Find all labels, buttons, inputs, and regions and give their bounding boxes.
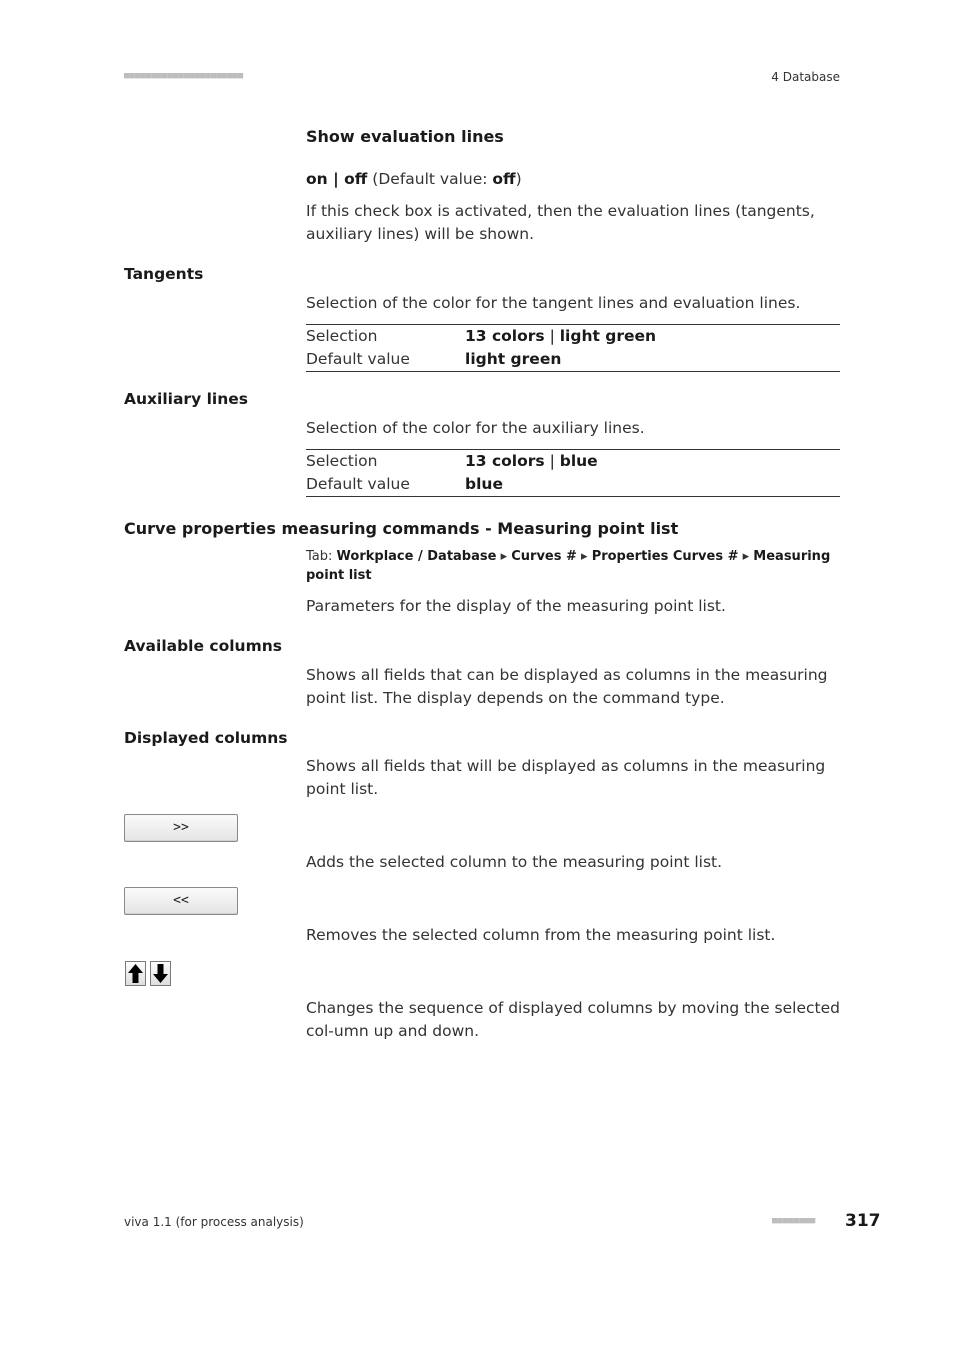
auxiliary-description: Selection of the color for the auxiliary lines. — [306, 419, 645, 437]
option-off: off — [344, 170, 368, 188]
arrow-down-icon — [151, 962, 170, 985]
curve-props-tab-path — [306, 547, 840, 585]
displayed-columns-description: Shows all fields that will be displayed as columns in the measuring point list. — [306, 757, 826, 798]
selection-value — [465, 325, 656, 348]
add-column-button[interactable]: >> — [124, 814, 238, 842]
auxiliary-table — [306, 449, 840, 497]
header-dots: ■■■■■■■■■■■■■■■■■■■■■■ — [124, 71, 244, 81]
selection-label: Selection — [306, 327, 378, 345]
available-columns-title: Available columns — [124, 637, 283, 655]
move-buttons-description: Changes the sequence of displayed columns by moving the selected col-umn up and down. — [306, 999, 840, 1040]
table-row — [306, 473, 840, 496]
tab-path-2: Curves # — [511, 549, 577, 564]
remove-column-button[interactable]: << — [124, 887, 238, 915]
option-on: on — [306, 170, 328, 188]
tab-arrow-icon: ▸ — [496, 549, 512, 564]
tab-path-1: Workplace / Database — [336, 549, 497, 564]
table-row — [306, 450, 840, 473]
selection-b: blue — [559, 452, 598, 470]
default-value: off — [492, 170, 516, 188]
displayed-columns-title: Displayed columns — [124, 729, 288, 747]
tab-arrow-icon: ▸ — [576, 549, 592, 564]
selection-sep: | — [544, 327, 560, 345]
default-suffix: ) — [515, 170, 522, 188]
tangents-description: Selection of the color for the tangent lines and evaluation lines. — [306, 294, 801, 312]
available-columns-description: Shows all fields that can be displayed as columns in the measuring point list. The display depends on the command type. — [306, 666, 828, 707]
remove-button-description: Removes the selected column from the measuring point list. — [306, 926, 776, 944]
default-label: Default value — [306, 475, 410, 493]
table-row — [306, 325, 840, 348]
add-button-description: Adds the selected column to the measuring point list. — [306, 853, 723, 871]
tangents-title: Tangents — [124, 265, 204, 283]
selection-value — [465, 450, 598, 473]
selection-label: Selection — [306, 452, 378, 470]
footer-dots: ■■■■■■■■ — [772, 1216, 816, 1226]
chapter-title: 4 Database — [771, 70, 840, 84]
default-label: Default value — [306, 350, 410, 368]
default-value: light green — [465, 350, 562, 368]
default-prefix: (Default value: — [367, 170, 493, 188]
tab-arrow-icon: ▸ — [738, 549, 754, 564]
default-value: blue — [465, 475, 503, 493]
selection-sep: | — [544, 452, 560, 470]
selection-a: 13 colors — [465, 452, 545, 470]
tab-path-3: Properties Curves # — [591, 549, 739, 564]
footer-product: viva 1.1 (for process analysis) — [124, 1215, 304, 1229]
table-row — [306, 348, 840, 371]
move-down-button[interactable] — [150, 961, 171, 986]
option-sep: | — [327, 170, 345, 188]
curve-props-description: Parameters for the display of the measuring point list. — [306, 597, 726, 615]
show-eval-title: Show evaluation lines — [306, 127, 504, 146]
arrow-up-icon — [126, 962, 145, 985]
tab-prefix: Tab: — [306, 549, 337, 564]
tangents-table — [306, 324, 840, 372]
auxiliary-title: Auxiliary lines — [124, 390, 248, 408]
show-eval-options — [306, 168, 522, 191]
selection-a: 13 colors — [465, 327, 545, 345]
show-eval-description: If this check box is activated, then the evaluation lines (tangents, auxiliary lines) will be shown. — [306, 202, 815, 243]
move-up-button[interactable] — [125, 961, 146, 986]
curve-props-title: Curve properties measuring commands - Measuring point list — [124, 519, 679, 538]
tab-path-4: Measuring point list — [306, 549, 831, 583]
page-number: 317 — [845, 1211, 881, 1231]
selection-b: light green — [559, 327, 657, 345]
